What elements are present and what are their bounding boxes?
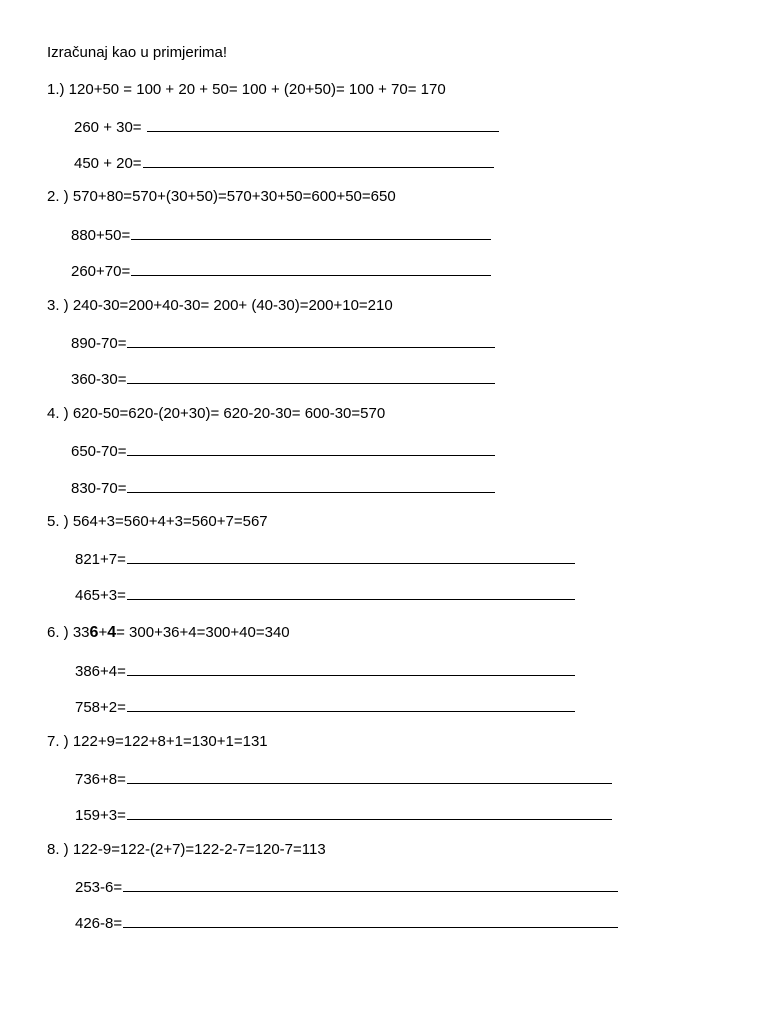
task-3a [71, 332, 495, 354]
answer-blank-3b[interactable] [127, 368, 495, 384]
task-7b-label: 159+3= [75, 807, 126, 824]
task-8b-label: 426-8= [75, 915, 123, 932]
task-5a-label: 821+7= [75, 551, 126, 568]
task-5b [75, 584, 575, 606]
answer-blank-6a[interactable] [127, 660, 575, 676]
task-3b-label: 360-30= [71, 371, 127, 388]
task-6b-label: 758+2= [75, 699, 126, 716]
task-1b [74, 152, 494, 174]
task-8a [75, 876, 618, 898]
task-1a [74, 116, 499, 138]
task-4b-label: 830-70= [71, 480, 127, 497]
example-6-emph-digit: 6 [89, 624, 99, 641]
task-2a [71, 224, 491, 246]
example-4: 4. ) 620-50=620-(20+30)= 620-20-30= 600-30=570 [47, 405, 386, 422]
task-7a [75, 768, 612, 790]
answer-blank-4a[interactable] [127, 440, 495, 456]
example-5: 5. ) 564+3=560+4+3=560+7=567 [47, 513, 268, 530]
task-7b [75, 804, 612, 826]
example-2: 2. ) 570+80=570+(30+50)=570+30+50=600+50=650 [47, 188, 396, 205]
answer-blank-3a[interactable] [127, 332, 495, 348]
task-4a-label: 650-70= [71, 443, 127, 460]
task-2b-label: 260+70= [71, 263, 131, 280]
answer-blank-7b[interactable] [127, 804, 612, 820]
task-8a-label: 253-6= [75, 879, 123, 896]
example-6-suffix: = 300+36+4=300+40=340 [116, 624, 290, 641]
task-1b-label: 450 + 20= [74, 155, 142, 172]
answer-blank-8b[interactable] [123, 912, 618, 928]
answer-blank-1b[interactable] [143, 152, 494, 168]
answer-blank-8a[interactable] [123, 876, 618, 892]
task-6b [75, 696, 575, 718]
answer-blank-5b[interactable] [127, 584, 575, 600]
answer-blank-1a[interactable] [147, 116, 499, 132]
answer-blank-4b[interactable] [127, 477, 495, 493]
task-1a-label: 260 + 30= [74, 119, 146, 136]
example-7: 7. ) 122+9=122+8+1=130+1=131 [47, 733, 268, 750]
task-2a-label: 880+50= [71, 227, 131, 244]
answer-blank-7a[interactable] [127, 768, 612, 784]
example-8: 8. ) 122-9=122-(2+7)=122-2-7=120-7=113 [47, 841, 326, 858]
task-6a [75, 660, 575, 682]
task-5a [75, 548, 575, 570]
example-6-prefix: 6. ) 33 [47, 624, 90, 641]
task-6a-label: 386+4= [75, 663, 126, 680]
example-6-plus: + [98, 624, 108, 641]
task-3b [71, 368, 495, 390]
worksheet-title: Izračunaj kao u primjerima! [47, 44, 228, 61]
example-6-emph-addend: 4 [107, 624, 117, 641]
task-4a [71, 440, 495, 462]
task-5b-label: 465+3= [75, 587, 126, 604]
answer-blank-2b[interactable] [131, 260, 491, 276]
answer-blank-2a[interactable] [131, 224, 491, 240]
answer-blank-5a[interactable] [127, 548, 575, 564]
task-2b [71, 260, 491, 282]
example-3: 3. ) 240-30=200+40-30= 200+ (40-30)=200+10=210 [47, 297, 393, 314]
task-7a-label: 736+8= [75, 771, 126, 788]
task-8b [75, 912, 618, 934]
example-6 [47, 623, 290, 643]
task-3a-label: 890-70= [71, 335, 127, 352]
task-4b [71, 477, 495, 499]
example-1: 1.) 120+50 = 100 + 20 + 50= 100 + (20+50)= 100 + 70= 170 [47, 81, 446, 98]
answer-blank-6b[interactable] [127, 696, 575, 712]
